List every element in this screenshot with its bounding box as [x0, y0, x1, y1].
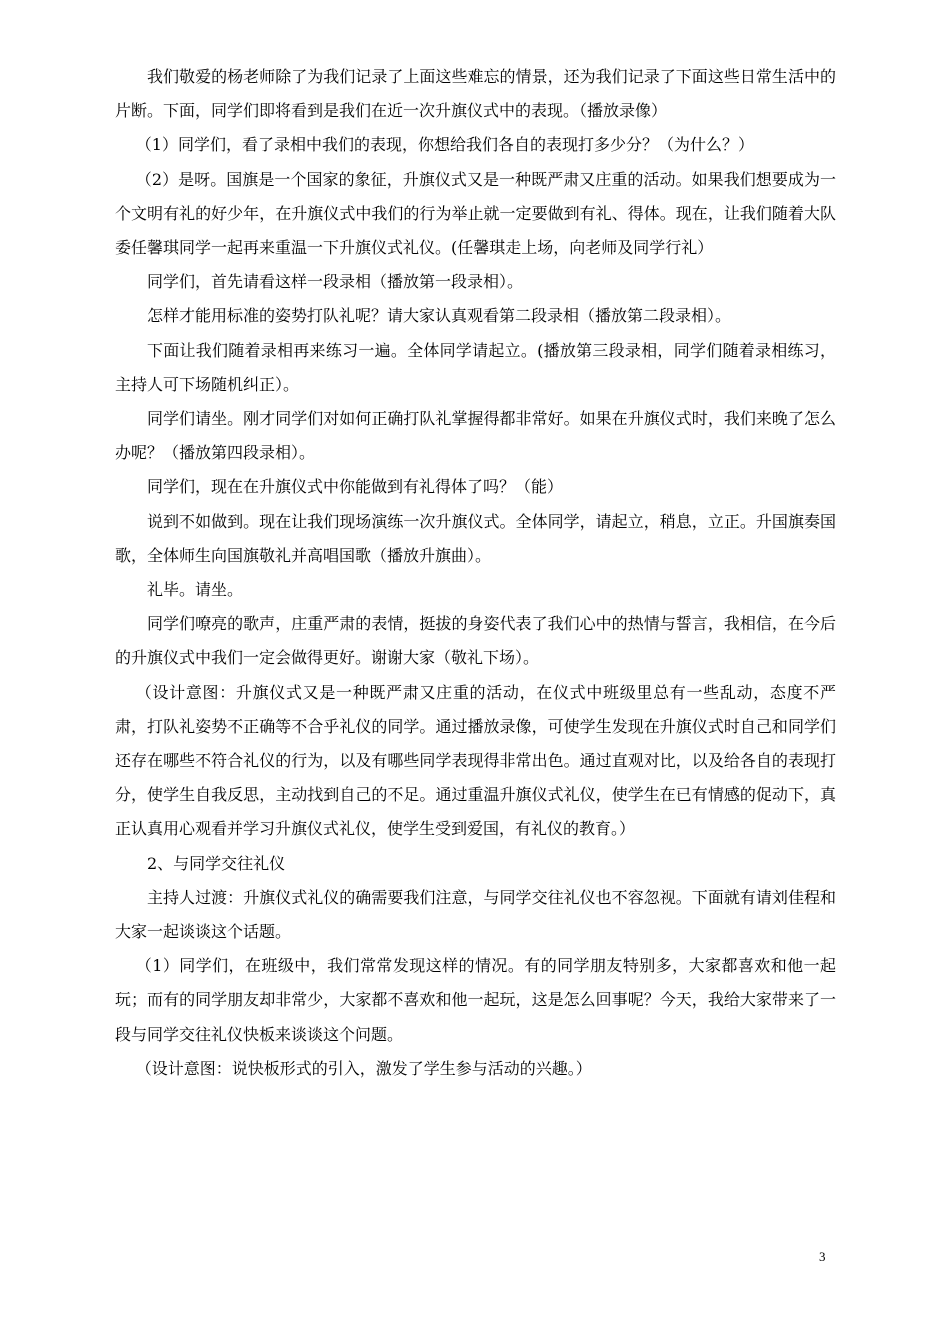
section-heading: 2、与同学交往礼仪	[147, 853, 286, 873]
paragraph-closing: 同学们嘹亮的歌声，庄重严肃的表情，挺拔的身姿代表了我们心中的热情与誓言，我相信，在今后的升旗仪式中我们一定会做得更好。谢谢大家（敬礼下场）。	[115, 614, 836, 668]
paragraph-flag-ceremony: 说到不如做到。现在让我们现场演练一次升旗仪式。全体同学，请起立，稍息，立正。升国旗奏国歌，全体师生向国旗敬礼并高唱国歌（播放升旗曲）。	[115, 511, 836, 565]
paragraph-design-intent-2: （设计意图：说快板形式的引入，激发了学生参与活动的兴趣。）	[135, 1058, 592, 1078]
document-body	[115, 60, 836, 1086]
paragraph-intro: 我们敬爱的杨老师除了为我们记录了上面这些难忘的情景，还为我们记录了下面这些日常生活中的片断。下面，同学们即将看到是我们在近一次升旗仪式中的表现。（播放录像）	[115, 67, 836, 121]
paragraph-first-video: 同学们，首先请看这样一段录相（播放第一段录相）。	[147, 272, 524, 292]
paragraph-salute-done: 礼毕。请坐。	[147, 580, 244, 600]
paragraph-question-1: （1）同学们，看了录相中我们的表现，你想给我们各自的表现打多少分？（为什么？）	[135, 135, 754, 155]
paragraph-fourth-video: 同学们请坐。刚才同学们对如何正确打队礼掌握得都非常好。如果在升旗仪式时，我们来晚了怎么办呢？（播放第四段录相）。	[115, 409, 836, 463]
paragraph-host-transition: 主持人过渡：升旗仪式礼仪的确需要我们注意，与同学交往礼仪也不容忽视。下面就有请刘佳程和大家一起谈谈这个话题。	[115, 887, 836, 942]
paragraph-check: 同学们，现在在升旗仪式中你能做到有礼得体了吗？（能）	[147, 477, 564, 497]
paragraph-third-video: 下面让我们随着录相再来练习一遍。全体同学请起立。(播放第三段录相，同学们随着录相练习，主持人可下场随机纠正）。	[115, 340, 836, 394]
page-number: 3	[819, 1249, 826, 1264]
paragraph-second-video: 怎样才能用标准的姿势打队礼呢？请大家认真观看第二段录相（播放第二段录相）。	[147, 306, 732, 326]
paragraph-design-intent-1: （设计意图：升旗仪式又是一种既严肃又庄重的活动，在仪式中班级里总有一些乱动，态度不严肃，打队礼姿势不正确等不合乎礼仪的同学。通过播放录像，可使学生发现在升旗仪式时自己和同学们还存在哪些不符合礼仪的行为，以及有哪些同学表现得非常出色。通过直观对比，以及给各自的表现打分，使学生自我反思，主动找到自己的不足。通过重温升旗仪式礼仪，使学生在已有情感的促动下，真正认真用心观看并学习升旗仪式礼仪，使学生受到爱国，有礼仪的教育。）	[115, 682, 836, 839]
paragraph-question-2: （2）是呀。国旗是一个国家的象征，升旗仪式又是一种既严肃又庄重的活动。如果我们想要成为一个文明有礼的好少年，在升旗仪式中我们的行为举止就一定要做到有礼、得体。现在，让我们随着大队委任馨琪同学一起再来重温一下升旗仪式礼仪。(任馨琪走上场，向老师及同学行礼）	[115, 169, 836, 258]
paragraph-friends-question: （1）同学们，在班级中，我们常常发现这样的情况。有的同学朋友特别多，大家都喜欢和他一起玩；而有的同学朋友却非常少，大家都不喜欢和他一起玩，这是怎么回事呢？今天，我给大家带来了一段与同学交往礼仪快板来谈谈这个问题。	[115, 956, 836, 1044]
